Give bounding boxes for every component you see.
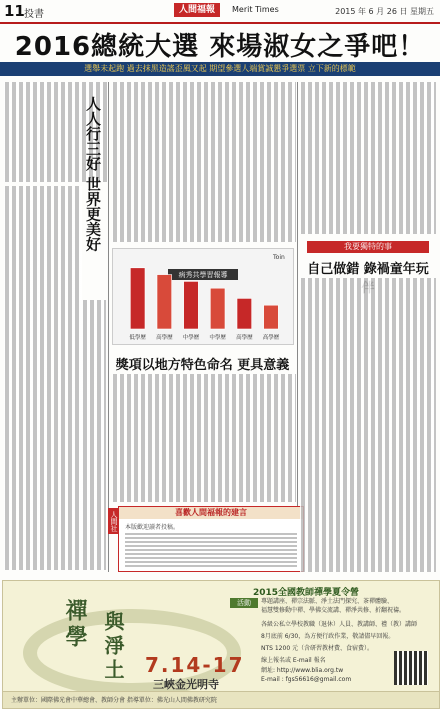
reader-box-title: 喜歡人間福報的建言 bbox=[119, 507, 303, 519]
ad-website[interactable]: 網址: http://www.blia.org.tw bbox=[261, 667, 344, 674]
section-label: 投書 bbox=[24, 9, 44, 20]
column-divider bbox=[108, 82, 109, 572]
ad-line: NTS 1200 元（含研習教材費、食宿費）。 bbox=[261, 645, 374, 652]
article-column-far-right bbox=[300, 278, 436, 572]
camp-advertisement bbox=[2, 580, 440, 709]
chart-bar bbox=[184, 281, 199, 329]
ad-line: 專題講座、禪宗法脈、淨土法門探究、茶禪體驗、 bbox=[261, 598, 394, 605]
ad-email[interactable]: E-mail : fgs56616@gmail.com bbox=[261, 676, 352, 683]
chart-category-label: 低學歷 bbox=[129, 335, 146, 341]
article-column-center bbox=[112, 374, 296, 502]
ad-footer bbox=[3, 691, 439, 709]
reader-box-lines bbox=[125, 531, 297, 567]
chart-bar bbox=[157, 275, 172, 329]
column-title: 自己做錯 錄禍童年玩 bbox=[307, 262, 429, 277]
ad-line: 各級公私立學校教職（退休）人員、教講師、禮（教）講師 bbox=[261, 621, 418, 628]
ad-line: 8月底前 6/30，為方便行政作業，敬請儘早回報。 bbox=[261, 633, 395, 640]
ad-date: 7.14-17 bbox=[145, 653, 245, 677]
ad-line: 福慧雙修動中禪、學佛交流講、禪淨共修、折翻祝禱。 bbox=[261, 607, 406, 614]
brand-english: Merit Times bbox=[232, 5, 279, 14]
chart-bar bbox=[130, 268, 145, 329]
ad-calligraphy: 禪學 bbox=[62, 599, 87, 651]
chart-bar bbox=[264, 305, 279, 329]
ad-venue: 三峽金光明寺 bbox=[153, 678, 219, 691]
main-headline: 2016總統大選 來場淑女之爭吧！ bbox=[14, 32, 426, 62]
article-column-right-top bbox=[300, 82, 436, 234]
column-divider bbox=[297, 82, 298, 572]
chart-category-label: 中學歷 bbox=[209, 335, 226, 341]
reader-box-text: 本版歡迎讀者投稿。 bbox=[125, 524, 180, 531]
article-column-center-top bbox=[112, 82, 296, 242]
chart-bar bbox=[210, 288, 225, 329]
brand-logo: 人間福報 bbox=[174, 3, 220, 17]
reader-box-logo: 人間社 bbox=[108, 508, 120, 534]
sub-headline: 選舉未起跑 過去抹黑造謠歪風又起 期望參選人端賞誠懇爭選票 立下新的標範 bbox=[0, 62, 440, 76]
article-column-left bbox=[4, 186, 82, 570]
masthead bbox=[0, 0, 440, 24]
chart-svg bbox=[113, 249, 293, 344]
reader-notice-box bbox=[118, 506, 304, 572]
ad-tag: 活動 bbox=[230, 598, 258, 608]
page-number: 11 bbox=[4, 2, 25, 20]
chart-category-label: 高學歷 bbox=[156, 335, 173, 341]
cartoon-chart bbox=[112, 248, 294, 345]
chart-category-label: 高學歷 bbox=[236, 335, 253, 341]
side-article-title: 人人行三好 世界更美好 bbox=[84, 96, 102, 252]
chart-bar bbox=[237, 298, 252, 329]
issue-date: 2015 年 6 月 26 日 星期五 bbox=[335, 7, 434, 16]
chart-category-label: 高學歷 bbox=[262, 335, 280, 341]
ad-calligraphy-second: 與淨土 bbox=[101, 611, 125, 683]
article-column-left-lower bbox=[82, 300, 106, 570]
chart-badge: Toin bbox=[273, 254, 285, 261]
mid-article-title: 獎項以地方特色命名 更具意義 bbox=[115, 358, 290, 373]
ad-heading: 2015全國教師禪學夏令營 bbox=[253, 588, 360, 598]
ad-footer-text: 主辦單位：國際佛光會中華總會、教師分會 指導單位：佛光山人間佛教研究院 bbox=[11, 697, 217, 704]
column-ribbon: 我要獨特的事 bbox=[307, 241, 429, 253]
ad-line: 線上報名或 E-mail 報名 bbox=[261, 657, 326, 664]
chart-banner: 病秀共學習報導 bbox=[178, 271, 228, 279]
chart-category-label: 中學歷 bbox=[182, 335, 200, 341]
qr-code-icon[interactable] bbox=[394, 651, 428, 685]
